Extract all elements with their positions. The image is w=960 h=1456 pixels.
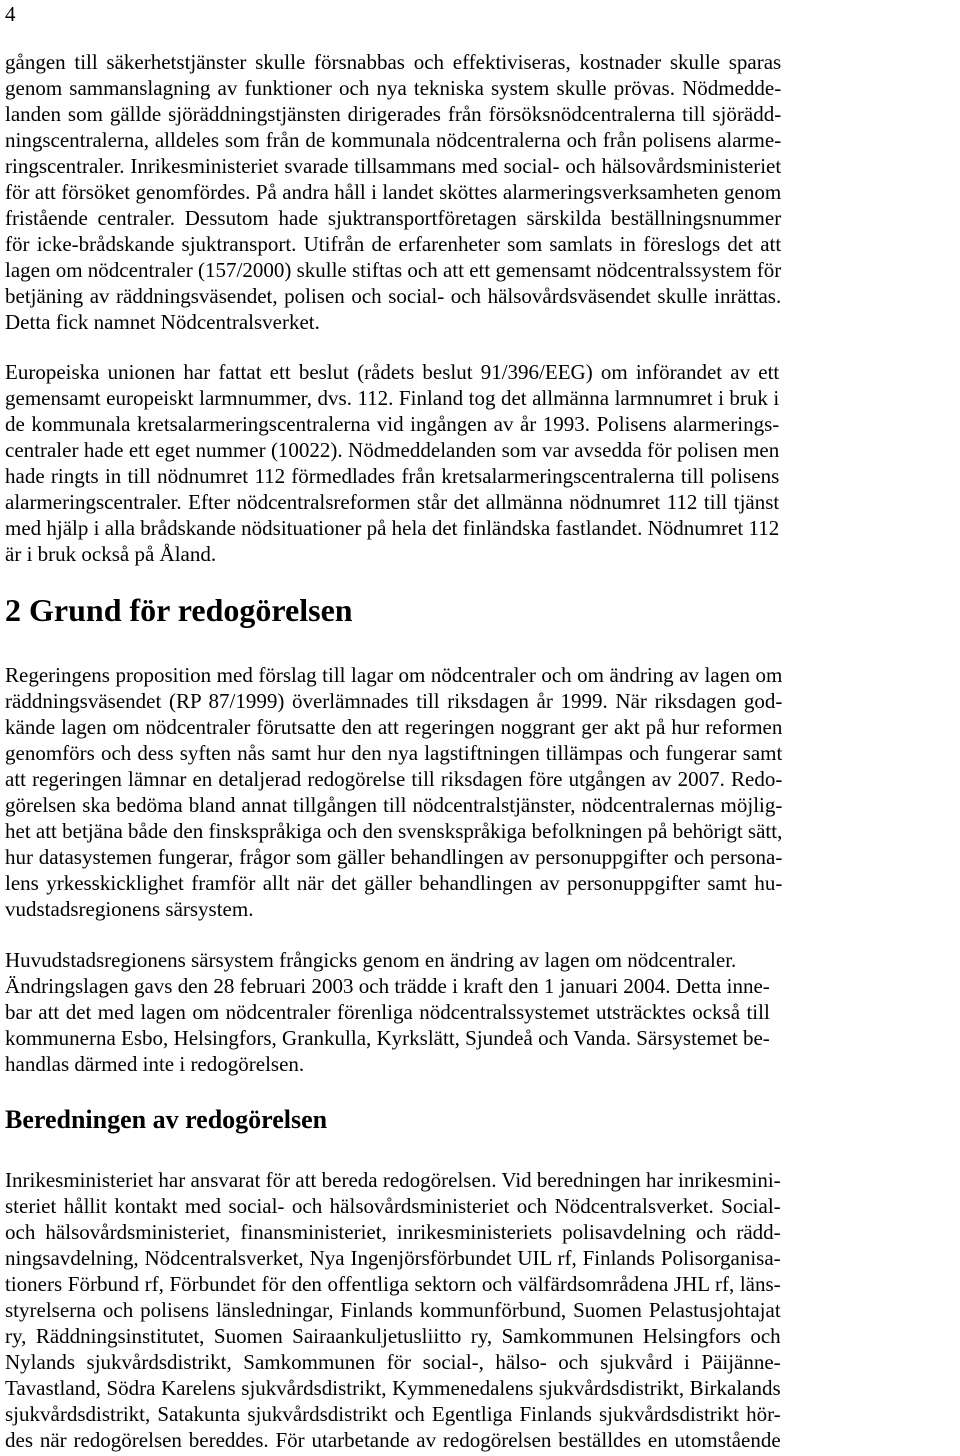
text-line: styrelserna och polisens länsledningar, Finlands kommunförbund, Suomen Pelastusjohtajat — [5, 1298, 781, 1322]
text-line: för att försöket genomfördes. På andra håll i landet sköttes alarmeringsverksamheten genom — [5, 180, 782, 204]
text-line: räddningsväsendet (RP 87/1999) överlämnades till riksdagen år 1999. När riksdagen god- — [5, 689, 783, 713]
text-line: lens yrkesskicklighet framför allt när det gäller behandlingen av personuppgifter samt hu- — [5, 871, 783, 895]
text-line: vudstadsregionens särsystem. — [5, 897, 254, 921]
text-line: ry, Räddningsinstitutet, Suomen Sairaankuljetusliitto ry, Samkommunen Helsingfors och — [5, 1324, 781, 1348]
text-line: kände lagen om nödcentraler förutsatte den att regeringen noggrant ger akt på hur reformen — [5, 715, 783, 739]
text-line: bar att det med lagen om nödcentraler förenliga nödcentralssystemet utsträcktes också till — [5, 1000, 770, 1024]
text-line: och hälsovårdsministeriet, finansministeriet, inrikesministeriets polisavdelning och rädd- — [5, 1220, 781, 1244]
subsection-heading: Beredningen av redogörelsen — [5, 1105, 328, 1134]
text-line: sjukvårdsdistrikt, Satakunta sjukvårdsdistrikt och Egentliga Finlands sjukvårdsdistrikt hör- — [5, 1402, 781, 1426]
text-line: genom sammanslagning av funktioner och nya tekniska system skulle prövas. Nödmedde- — [5, 76, 782, 100]
text-line: lagen om nödcentraler (157/2000) skulle stiftas och att ett gemensamt nödcentralssystem för — [5, 258, 782, 282]
text-line: landen som gällde sjöräddningstjänsten dirigerades från försöksnödcentralerna till sjörädd- — [5, 102, 782, 126]
text-line: ningscentralerna, alldeles som från de kommunala nödcentralerna och från polisens alarme- — [5, 128, 782, 152]
text-line: de kommunala kretsalarmeringscentralerna vid ingången av år 1993. Polisens alarmerings- — [5, 412, 780, 436]
text-line: med hjälp i alla brådskande nödsituationer på hela det finländska fastlandet. Nödnumret 112 — [5, 516, 780, 540]
text-line: kommunerna Esbo, Helsingfors, Grankulla, Kyrkslätt, Sjundeå och Vanda. Särsystemet be- — [5, 1026, 770, 1050]
paragraph-government-proposal — [5, 662, 782, 922]
text-line: genomförs och dess syften nås samt hur den nya lagstiftningen tillämpas och fungerar samt — [5, 741, 783, 765]
text-line: handlas därmed inte i redogörelsen. — [5, 1052, 305, 1076]
text-line: des när redogörelsen bereddes. För utarbetande av redogörelsen beställdes en utomstående — [5, 1428, 781, 1452]
text-line: Detta fick namnet Nödcentralsverket. — [5, 310, 320, 334]
page-number: 4 — [5, 2, 16, 26]
text-line: Nylands sjukvårdsdistrikt, Samkommunen för social-, hälso- och sjukvård i Päijänne- — [5, 1350, 781, 1374]
text-line: är i bruk också på Åland. — [5, 542, 217, 566]
text-line: hur datasystemen fungerar, frågor som gäller behandlingen av personuppgifter och persona- — [5, 845, 783, 869]
text-line: Regeringens proposition med förslag till lagar om nödcentraler och om ändring av lagen om — [5, 663, 783, 687]
text-line: Ändringslagen gavs den 28 februari 2003 och trädde i kraft den 1 januari 2004. Detta inne- — [5, 974, 770, 998]
text-line: betjäning av räddningsväsendet, polisen och social- och hälsovårdsväsendet skulle inrättas. — [5, 284, 782, 308]
text-line: att regeringen lämnar en detaljerad redogörelse till riksdagen före utgången av 2007. Redo- — [5, 767, 783, 791]
text-line: görelsen ska bedöma bland annat tillgången till nödcentralstjänster, nödcentralernas möjlig- — [5, 793, 783, 817]
text-line: hade ringts in till nödnumret 112 förmedlades från kretsalarmeringscentralerna till polisens — [5, 464, 780, 488]
paragraph-capital-region — [5, 947, 770, 1077]
text-line: tioners Förbund rf, Förbundet för den offentliga sektorn och välfärdsområdena JHL rf, läns- — [5, 1272, 781, 1296]
text-line: för icke-brådskande sjuktransport. Utifrån de erfarenheter som samlats in föreslogs det att — [5, 232, 782, 256]
text-line: gemensamt europeiskt larmnummer, dvs. 112. Finland tog det allmänna larmnumret i bruk i — [5, 386, 780, 410]
text-line: centraler hade ett eget nummer (10022). Nödmeddelanden som var avsedda för polisen men — [5, 438, 780, 462]
text-line: ningsavdelning, Nödcentralsverket, Nya Ingenjörsförbundet UIL rf, Finlands Polisorganisa- — [5, 1246, 781, 1270]
text-line: Inrikesministeriet har ansvarat för att bereda redogörelsen. Vid beredningen har inrikesmini- — [5, 1168, 781, 1192]
text-line: steriet hållit kontakt med social- och hälsovårdsministeriet och Nödcentralsverket. Social- — [5, 1194, 781, 1218]
paragraph-background — [5, 49, 781, 335]
section-heading: 2 Grund för redogörelsen — [5, 592, 353, 628]
text-line: fristående centraler. Dessutom hade sjuktransportföretagen särskilda beställningsnummer — [5, 206, 782, 230]
text-line: ringscentraler. Inrikesministeriet svarade tillsammans med social- och hälsovårdsministeriet — [5, 154, 782, 178]
paragraph-eu-emergency-number — [5, 359, 779, 567]
text-line: Europeiska unionen har fattat ett beslut (rådets beslut 91/396/EEG) om införandet av ett — [5, 360, 780, 384]
text-line: Tavastland, Södra Karelens sjukvårdsdistrikt, Kymmenedalens sjukvårdsdistrikt, Birkalands — [5, 1376, 781, 1400]
text-line: Huvudstadsregionens särsystem frångicks genom en ändring av lagen om nödcentraler. — [5, 948, 737, 972]
text-line: alarmeringscentraler. Efter nödcentralsreformen står det allmänna nödnumret 112 till tjänst — [5, 490, 780, 514]
paragraph-preparation — [5, 1167, 781, 1453]
text-line: gången till säkerhetstjänster skulle försnabbas och effektiviseras, kostnader skulle sparas — [5, 50, 782, 74]
text-line: het att betjäna både den finskspråkiga och den svenskspråkiga befolkningen på behörigt sätt, — [5, 819, 783, 843]
